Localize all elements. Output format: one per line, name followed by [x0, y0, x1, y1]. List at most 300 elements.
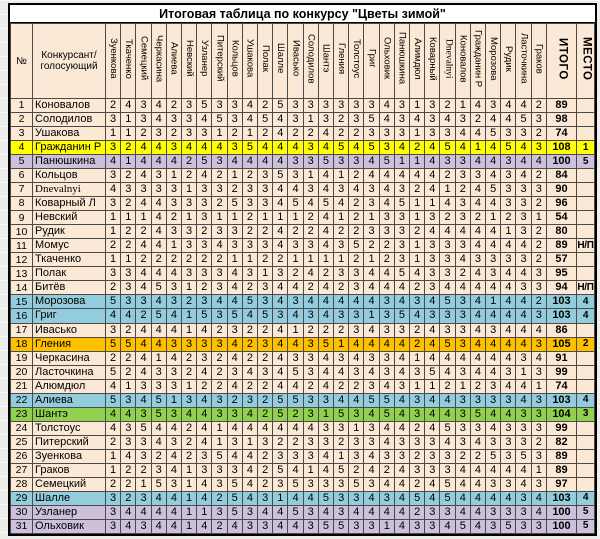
score-cell[interactable]: 4	[106, 309, 121, 323]
score-cell[interactable]: 1	[166, 169, 181, 183]
score-cell[interactable]: 3	[227, 141, 242, 155]
score-cell[interactable]: 4	[151, 505, 166, 519]
total-cell[interactable]: 103	[547, 393, 577, 407]
score-cell[interactable]: 3	[182, 337, 197, 351]
contestant-name-cell[interactable]: Питерский	[33, 435, 106, 449]
score-cell[interactable]: 4	[121, 519, 136, 533]
score-cell[interactable]: 4	[425, 183, 440, 197]
score-cell[interactable]: 4	[470, 267, 485, 281]
score-cell[interactable]: 4	[364, 505, 379, 519]
score-cell[interactable]: 3	[273, 309, 288, 323]
score-cell[interactable]: 4	[516, 267, 531, 281]
score-cell[interactable]: 2	[410, 323, 425, 337]
total-cell[interactable]: 103	[547, 309, 577, 323]
place-cell[interactable]: 5	[577, 505, 595, 519]
voter-column-header[interactable]: Ивасько	[288, 24, 303, 99]
score-cell[interactable]: 4	[288, 183, 303, 197]
score-cell[interactable]: 5	[318, 197, 333, 211]
score-cell[interactable]: 4	[470, 225, 485, 239]
score-cell[interactable]: 3	[379, 211, 394, 225]
score-cell[interactable]: 4	[273, 281, 288, 295]
score-cell[interactable]: 4	[379, 421, 394, 435]
score-cell[interactable]: 1	[166, 393, 181, 407]
score-cell[interactable]: 1	[106, 463, 121, 477]
row-number-cell[interactable]: 6	[11, 169, 33, 183]
score-cell[interactable]: 3	[501, 477, 516, 491]
score-cell[interactable]: 3	[182, 267, 197, 281]
score-cell[interactable]: 1	[379, 519, 394, 533]
score-cell[interactable]: 2	[258, 379, 273, 393]
score-cell[interactable]: 1	[531, 463, 546, 477]
score-cell[interactable]: 4	[379, 477, 394, 491]
score-cell[interactable]: 3	[303, 309, 318, 323]
score-cell[interactable]: 3	[394, 449, 409, 463]
score-cell[interactable]: 3	[486, 379, 501, 393]
score-cell[interactable]: 1	[212, 435, 227, 449]
score-cell[interactable]: 4	[364, 267, 379, 281]
score-cell[interactable]: 4	[136, 365, 151, 379]
row-number-cell[interactable]: 15	[11, 295, 33, 309]
total-cell[interactable]: 97	[547, 477, 577, 491]
score-cell[interactable]: 4	[242, 99, 257, 113]
score-cell[interactable]: 3	[349, 435, 364, 449]
score-cell[interactable]: 4	[440, 407, 455, 421]
score-cell[interactable]: 4	[151, 239, 166, 253]
score-cell[interactable]: 3	[273, 477, 288, 491]
score-cell[interactable]: 4	[470, 491, 485, 505]
score-cell[interactable]: 1	[242, 127, 257, 141]
score-cell[interactable]: 3	[303, 365, 318, 379]
score-cell[interactable]: 4	[440, 393, 455, 407]
score-cell[interactable]: 4	[486, 407, 501, 421]
score-cell[interactable]: 4	[258, 141, 273, 155]
score-cell[interactable]: 3	[258, 435, 273, 449]
voter-column-header[interactable]: Ушакова	[242, 24, 257, 99]
voter-column-header[interactable]: Морозова	[486, 24, 501, 99]
score-cell[interactable]: 4	[455, 505, 470, 519]
score-cell[interactable]: 4	[455, 351, 470, 365]
score-cell[interactable]: 3	[349, 155, 364, 169]
score-cell[interactable]: 2	[440, 211, 455, 225]
score-cell[interactable]: 4	[349, 393, 364, 407]
row-number-cell[interactable]: 26	[11, 449, 33, 463]
score-cell[interactable]: 4	[501, 407, 516, 421]
score-cell[interactable]: 5	[394, 197, 409, 211]
score-cell[interactable]: 4	[197, 519, 212, 533]
score-cell[interactable]: 3	[410, 365, 425, 379]
place-cell[interactable]	[577, 365, 595, 379]
score-cell[interactable]: 4	[273, 421, 288, 435]
score-cell[interactable]: 4	[242, 407, 257, 421]
score-cell[interactable]: 4	[197, 323, 212, 337]
score-cell[interactable]: 4	[470, 99, 485, 113]
row-number-cell[interactable]: 28	[11, 477, 33, 491]
total-cell[interactable]: 99	[547, 365, 577, 379]
score-cell[interactable]: 3	[197, 183, 212, 197]
score-cell[interactable]: 3	[486, 99, 501, 113]
score-cell[interactable]: 4	[273, 323, 288, 337]
score-cell[interactable]: 5	[364, 393, 379, 407]
score-cell[interactable]: 4	[106, 183, 121, 197]
score-cell[interactable]: 3	[364, 197, 379, 211]
score-cell[interactable]: 3	[106, 323, 121, 337]
score-cell[interactable]: 3	[379, 365, 394, 379]
score-cell[interactable]: 3	[182, 239, 197, 253]
score-cell[interactable]: 4	[166, 309, 181, 323]
score-cell[interactable]: 4	[334, 197, 349, 211]
score-cell[interactable]: 5	[349, 477, 364, 491]
score-cell[interactable]: 2	[334, 281, 349, 295]
score-cell[interactable]: 4	[470, 477, 485, 491]
score-cell[interactable]: 3	[364, 225, 379, 239]
voter-column-header[interactable]: Коновалов	[455, 24, 470, 99]
score-cell[interactable]: 3	[273, 267, 288, 281]
score-cell[interactable]: 3	[182, 99, 197, 113]
score-cell[interactable]: 2	[197, 253, 212, 267]
score-cell[interactable]: 4	[410, 267, 425, 281]
score-cell[interactable]: 2	[227, 183, 242, 197]
score-cell[interactable]: 4	[166, 449, 181, 463]
score-cell[interactable]: 3	[379, 309, 394, 323]
contestant-name-cell[interactable]: Григ	[33, 309, 106, 323]
place-cell[interactable]	[577, 379, 595, 393]
score-cell[interactable]: 4	[455, 141, 470, 155]
score-cell[interactable]: 3	[501, 449, 516, 463]
score-cell[interactable]: 2	[136, 225, 151, 239]
score-cell[interactable]: 4	[318, 225, 333, 239]
score-cell[interactable]: 3	[455, 169, 470, 183]
score-cell[interactable]: 2	[182, 435, 197, 449]
score-cell[interactable]: 2	[121, 169, 136, 183]
score-cell[interactable]: 3	[440, 323, 455, 337]
score-cell[interactable]: 3	[318, 393, 333, 407]
score-cell[interactable]: 3	[531, 309, 546, 323]
score-cell[interactable]: 3	[212, 281, 227, 295]
score-cell[interactable]: 4	[425, 337, 440, 351]
contestant-name-cell[interactable]: Черкасина	[33, 351, 106, 365]
score-cell[interactable]: 3	[440, 239, 455, 253]
score-cell[interactable]: 5	[242, 295, 257, 309]
score-cell[interactable]: 3	[440, 267, 455, 281]
row-number-cell[interactable]: 16	[11, 309, 33, 323]
score-cell[interactable]: 4	[303, 295, 318, 309]
score-cell[interactable]: 3	[531, 337, 546, 351]
score-cell[interactable]: 2	[166, 253, 181, 267]
score-cell[interactable]: 3	[501, 197, 516, 211]
score-cell[interactable]: 4	[364, 295, 379, 309]
score-cell[interactable]: 4	[136, 337, 151, 351]
score-cell[interactable]: 4	[486, 365, 501, 379]
score-cell[interactable]: 3	[318, 435, 333, 449]
score-cell[interactable]: 4	[440, 113, 455, 127]
score-cell[interactable]: 4	[425, 323, 440, 337]
total-cell[interactable]: 100	[547, 519, 577, 533]
score-cell[interactable]: 3	[394, 239, 409, 253]
score-cell[interactable]: 3	[151, 183, 166, 197]
score-cell[interactable]: 3	[197, 463, 212, 477]
contestant-name-cell[interactable]: Морозова	[33, 295, 106, 309]
score-cell[interactable]: 4	[440, 351, 455, 365]
place-cell[interactable]	[577, 225, 595, 239]
score-cell[interactable]: 2	[106, 99, 121, 113]
score-cell[interactable]: 2	[258, 351, 273, 365]
score-cell[interactable]: 3	[425, 113, 440, 127]
score-cell[interactable]: 3	[334, 155, 349, 169]
score-cell[interactable]: 2	[197, 281, 212, 295]
score-cell[interactable]: 4	[501, 309, 516, 323]
score-cell[interactable]: 3	[227, 113, 242, 127]
score-cell[interactable]: 1	[334, 169, 349, 183]
row-number-cell[interactable]: 5	[11, 155, 33, 169]
score-cell[interactable]: 2	[212, 379, 227, 393]
score-cell[interactable]: 2	[349, 225, 364, 239]
score-cell[interactable]: 3	[455, 211, 470, 225]
score-cell[interactable]: 3	[166, 281, 181, 295]
voter-column-header[interactable]: Семецкий	[136, 24, 151, 99]
score-cell[interactable]: 4	[288, 463, 303, 477]
score-cell[interactable]: 3	[364, 435, 379, 449]
score-cell[interactable]: 4	[151, 155, 166, 169]
score-cell[interactable]: 1	[197, 505, 212, 519]
score-cell[interactable]: 4	[440, 225, 455, 239]
score-cell[interactable]: 1	[531, 211, 546, 225]
score-cell[interactable]: 4	[470, 309, 485, 323]
place-cell[interactable]: Н/П	[577, 281, 595, 295]
score-cell[interactable]: 3	[182, 393, 197, 407]
score-cell[interactable]: 3	[364, 421, 379, 435]
score-cell[interactable]: 3	[121, 393, 136, 407]
score-cell[interactable]: 2	[121, 239, 136, 253]
score-cell[interactable]: 5	[516, 449, 531, 463]
score-cell[interactable]: 5	[273, 99, 288, 113]
score-cell[interactable]: 4	[288, 337, 303, 351]
total-cell[interactable]: 89	[547, 99, 577, 113]
score-cell[interactable]: 5	[227, 197, 242, 211]
score-cell[interactable]: 1	[410, 127, 425, 141]
voter-column-header[interactable]: Зуенкова	[106, 24, 121, 99]
score-cell[interactable]: 3	[242, 519, 257, 533]
score-cell[interactable]: 4	[334, 393, 349, 407]
row-number-cell[interactable]: 14	[11, 281, 33, 295]
score-cell[interactable]: 2	[258, 407, 273, 421]
score-cell[interactable]: 3	[182, 197, 197, 211]
score-cell[interactable]: 2	[470, 113, 485, 127]
score-cell[interactable]: 3	[455, 435, 470, 449]
score-cell[interactable]: 2	[106, 351, 121, 365]
score-cell[interactable]: 3	[197, 337, 212, 351]
score-cell[interactable]: 5	[273, 169, 288, 183]
score-cell[interactable]: 2	[258, 463, 273, 477]
score-cell[interactable]: 1	[182, 519, 197, 533]
score-cell[interactable]: 2	[182, 253, 197, 267]
score-cell[interactable]: 3	[136, 435, 151, 449]
score-cell[interactable]: 4	[151, 99, 166, 113]
score-cell[interactable]: 4	[227, 337, 242, 351]
score-cell[interactable]: 3	[470, 253, 485, 267]
place-cell[interactable]	[577, 323, 595, 337]
score-cell[interactable]: 3	[258, 519, 273, 533]
score-cell[interactable]: 3	[501, 393, 516, 407]
voter-column-header[interactable]: Толстоус	[349, 24, 364, 99]
score-cell[interactable]: 2	[349, 197, 364, 211]
score-cell[interactable]: 3	[121, 295, 136, 309]
score-cell[interactable]: 1	[182, 309, 197, 323]
score-cell[interactable]: 3	[486, 267, 501, 281]
score-cell[interactable]: 3	[242, 393, 257, 407]
score-cell[interactable]: 1	[242, 435, 257, 449]
row-number-cell[interactable]: 8	[11, 197, 33, 211]
score-cell[interactable]: 3	[166, 295, 181, 309]
score-cell[interactable]: 3	[227, 435, 242, 449]
score-cell[interactable]: 2	[470, 449, 485, 463]
score-cell[interactable]: 3	[470, 169, 485, 183]
score-cell[interactable]: 3	[288, 295, 303, 309]
score-cell[interactable]: 1	[136, 477, 151, 491]
place-cell[interactable]	[577, 183, 595, 197]
score-cell[interactable]: 4	[318, 463, 333, 477]
score-cell[interactable]: 4	[136, 351, 151, 365]
column-header-total[interactable]: ИТОГО	[547, 24, 577, 99]
score-cell[interactable]: 4	[425, 393, 440, 407]
score-cell[interactable]: 3	[501, 169, 516, 183]
score-cell[interactable]: 3	[394, 113, 409, 127]
total-cell[interactable]: 89	[547, 239, 577, 253]
score-cell[interactable]: 4	[288, 141, 303, 155]
score-cell[interactable]: 3	[501, 253, 516, 267]
score-cell[interactable]: 2	[212, 323, 227, 337]
score-cell[interactable]: 4	[516, 463, 531, 477]
score-cell[interactable]: 1	[182, 281, 197, 295]
voter-column-header[interactable]: Невский	[182, 24, 197, 99]
total-cell[interactable]: 74	[547, 379, 577, 393]
score-cell[interactable]: 3	[501, 127, 516, 141]
score-cell[interactable]: 3	[303, 435, 318, 449]
voter-column-header[interactable]: Ольховик	[379, 24, 394, 99]
score-cell[interactable]: 4	[136, 393, 151, 407]
score-cell[interactable]: 3	[486, 253, 501, 267]
score-cell[interactable]: 2	[242, 281, 257, 295]
score-cell[interactable]: 4	[501, 491, 516, 505]
score-cell[interactable]: 4	[303, 197, 318, 211]
score-cell[interactable]: 3	[379, 225, 394, 239]
score-cell[interactable]: 2	[440, 379, 455, 393]
score-cell[interactable]: 3	[318, 477, 333, 491]
place-cell[interactable]: 5	[577, 155, 595, 169]
score-cell[interactable]: 3	[516, 197, 531, 211]
score-cell[interactable]: 3	[379, 491, 394, 505]
score-cell[interactable]: 3	[394, 253, 409, 267]
score-cell[interactable]: 4	[455, 463, 470, 477]
score-cell[interactable]: 4	[486, 141, 501, 155]
score-cell[interactable]: 2	[121, 141, 136, 155]
score-cell[interactable]: 4	[425, 477, 440, 491]
score-cell[interactable]: 3	[121, 435, 136, 449]
score-cell[interactable]: 5	[364, 113, 379, 127]
score-cell[interactable]: 3	[334, 183, 349, 197]
score-cell[interactable]: 4	[455, 281, 470, 295]
voter-column-header[interactable]: Панюшкина	[394, 24, 409, 99]
score-cell[interactable]: 5	[501, 141, 516, 155]
place-cell[interactable]: 2	[577, 337, 595, 351]
score-cell[interactable]: 4	[106, 407, 121, 421]
score-cell[interactable]: 2	[318, 323, 333, 337]
score-cell[interactable]: 3	[486, 505, 501, 519]
score-cell[interactable]: 3	[425, 239, 440, 253]
score-cell[interactable]: 5	[501, 519, 516, 533]
score-cell[interactable]: 2	[151, 253, 166, 267]
score-cell[interactable]: 3	[516, 407, 531, 421]
score-cell[interactable]: 2	[197, 379, 212, 393]
total-cell[interactable]: 89	[547, 449, 577, 463]
score-cell[interactable]: 2	[273, 435, 288, 449]
score-cell[interactable]: 3	[425, 211, 440, 225]
score-cell[interactable]: 1	[182, 505, 197, 519]
contestant-name-cell[interactable]: Кольцов	[33, 169, 106, 183]
place-cell[interactable]	[577, 127, 595, 141]
score-cell[interactable]: 4	[273, 519, 288, 533]
score-cell[interactable]: 2	[531, 253, 546, 267]
score-cell[interactable]: 2	[440, 99, 455, 113]
score-cell[interactable]: 3	[455, 407, 470, 421]
score-cell[interactable]: 4	[136, 281, 151, 295]
score-cell[interactable]: 4	[151, 211, 166, 225]
score-cell[interactable]: 3	[531, 267, 546, 281]
score-cell[interactable]: 4	[470, 337, 485, 351]
score-cell[interactable]: 5	[288, 505, 303, 519]
score-cell[interactable]: 4	[470, 239, 485, 253]
score-cell[interactable]: 4	[197, 421, 212, 435]
score-cell[interactable]: 1	[182, 183, 197, 197]
score-cell[interactable]: 3	[303, 99, 318, 113]
score-cell[interactable]: 4	[136, 239, 151, 253]
score-cell[interactable]: 4	[318, 127, 333, 141]
score-cell[interactable]: 3	[364, 519, 379, 533]
score-cell[interactable]: 2	[121, 197, 136, 211]
contestant-name-cell[interactable]: Ивасько	[33, 323, 106, 337]
row-number-cell[interactable]: 4	[11, 141, 33, 155]
score-cell[interactable]: 4	[394, 477, 409, 491]
score-cell[interactable]: 5	[394, 267, 409, 281]
score-cell[interactable]: 4	[136, 197, 151, 211]
score-cell[interactable]: 4	[349, 337, 364, 351]
score-cell[interactable]: 5	[151, 281, 166, 295]
row-number-cell[interactable]: 30	[11, 505, 33, 519]
score-cell[interactable]: 4	[516, 239, 531, 253]
score-cell[interactable]: 3	[334, 267, 349, 281]
score-cell[interactable]: 3	[197, 197, 212, 211]
score-cell[interactable]: 4	[318, 505, 333, 519]
score-cell[interactable]: 2	[258, 99, 273, 113]
place-cell[interactable]	[577, 477, 595, 491]
score-cell[interactable]: 1	[349, 421, 364, 435]
score-cell[interactable]: 3	[303, 351, 318, 365]
score-cell[interactable]: 4	[425, 225, 440, 239]
score-cell[interactable]: 4	[379, 337, 394, 351]
total-cell[interactable]: 57	[547, 253, 577, 267]
contestant-name-cell[interactable]: Ткаченко	[33, 253, 106, 267]
score-cell[interactable]: 5	[440, 477, 455, 491]
score-cell[interactable]: 4	[364, 155, 379, 169]
score-cell[interactable]: 3	[303, 519, 318, 533]
score-cell[interactable]: 2	[212, 197, 227, 211]
row-number-cell[interactable]: 17	[11, 323, 33, 337]
score-cell[interactable]: 2	[303, 211, 318, 225]
score-cell[interactable]: 5	[349, 239, 364, 253]
score-cell[interactable]: 4	[349, 183, 364, 197]
score-cell[interactable]: 5	[197, 309, 212, 323]
score-cell[interactable]: 3	[531, 477, 546, 491]
score-cell[interactable]: 1	[394, 155, 409, 169]
